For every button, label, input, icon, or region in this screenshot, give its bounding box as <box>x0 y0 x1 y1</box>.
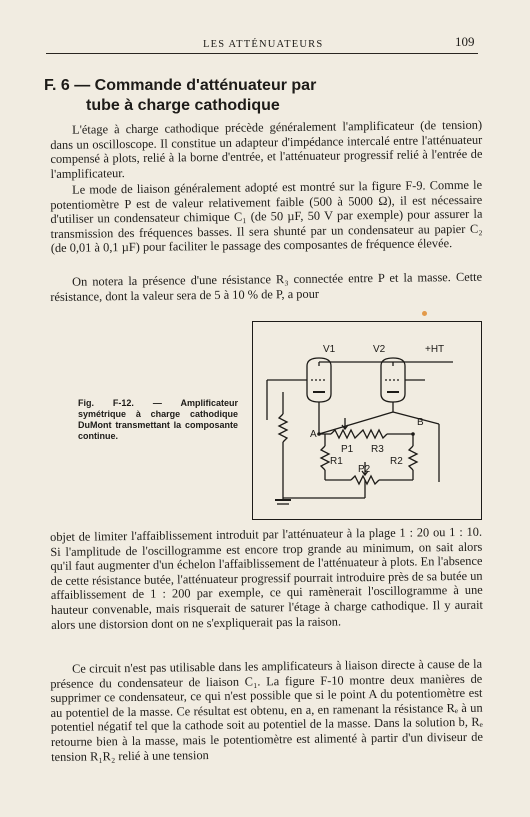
resistor-r2 <box>409 446 417 470</box>
label-b: B <box>417 417 424 428</box>
section-title <box>44 76 374 116</box>
paragraph-3 <box>50 270 482 304</box>
section-title-line2: tube à charge cathodique <box>86 97 280 114</box>
resistor-r3 <box>359 430 387 438</box>
label-v2: V2 <box>373 344 386 355</box>
circuit-diagram <box>253 322 481 519</box>
left-cathode-resistor <box>279 414 287 442</box>
label-r1: R1 <box>330 456 343 467</box>
header-rule <box>46 53 478 54</box>
label-p1: P1 <box>341 444 354 455</box>
paragraph-4-text: objet de limiter l'affaiblissement introduit par l'atténuateur à la plage 1 : 20 ou 1 : 10. Si l'amplitude de l'oscillogramme est encore trop grande au minimum, on sait alors qu'il faut augmenter d'un échelon l'affaiblissement de l'atténuateur à plots. En l'absence de cette résistance butée, l'atténuateur progressif pourrait introduire près de sa butée un affaiblissement de 1 : 200 par exemple, ce qui ramènerait l'oscillogramme à une hauteur convenable, mais risquerait de saturer l'étage à charge cathodique. Il y aurait alors une distorsion dont on ne s'expliquerait pas la raison. <box>50 524 484 632</box>
paragraph-2 <box>50 178 483 256</box>
paragraph-2-text: Le mode de liaison généralement adopté est montré sur la figure F-9. Comme le potentiomètre P est de valeur relativement faible (500 à 5000 Ω), il est nécessaire d'utiliser un condensateur chimique C₁ (de 50 µF, 50 V par exemple) pour assurer la transmission des fréquences basses. Il sera shunté par un condensateur au papier C₂ (de 0,01 à 0,1 µF) pour faciliter le passage des composantes de fréquence élevée. <box>50 177 483 256</box>
figure-caption-text: — Amplificateur symétrique à charge cathodique DuMont transmettant la composante continue. <box>78 398 238 441</box>
paragraph-1-text: L'étage à charge cathodique précède généralement l'amplificateur (de tension) dans un oscilloscope. Il constitue un adapteur d'impédance intercalé entre l'atténuateur compensé à plots, relié à la borne d'entrée, et l'atténuateur progressif relié à l'entrée de l'amplificateur. <box>50 117 483 181</box>
label-v1: V1 <box>323 344 336 355</box>
paragraph-5-text: Ce circuit n'est pas utilisable dans les amplificateurs à liaison directe à cause de la présence du condensateur de liaison C₁. La figure F-10 montre deux manières de supprimer ce condensateur, ce qui n'est possible que si le point A du potentiomètre est au potentiel de la masse. Ce résultat est obtenu, en a, en ramenant la résistance Rₑ à un potentiel négatif tel que la cathode soit au potentiel de la masse. Dans la solution b, Rₑ retourne bien à la masse, mais le potentiomètre est alimenté à partir d'un diviseur de tension R₁R₂ relié à une tension <box>50 656 484 764</box>
paragraph-5 <box>50 657 483 764</box>
figure-frame <box>252 321 482 520</box>
resistor-r1 <box>321 446 329 470</box>
figure-caption <box>78 398 238 442</box>
section-title-line1: F. 6 — Commande d'atténuateur par <box>44 77 317 94</box>
potentiometer-p1 <box>331 430 359 438</box>
label-ht: +HT <box>425 344 445 355</box>
figure-caption-label: Fig. F-12. <box>78 398 134 408</box>
running-header-title: LES ATTÉNUATEURS <box>203 39 324 50</box>
page-number: 109 <box>455 34 475 49</box>
label-r2: R2 <box>390 456 403 467</box>
paragraph-1 <box>50 118 483 182</box>
label-p2: P2 <box>358 464 371 475</box>
paragraph-4 <box>50 525 483 632</box>
orange-dot <box>422 311 427 316</box>
label-r3: R3 <box>371 444 384 455</box>
label-a: A <box>310 429 317 440</box>
paragraph-3-text: On notera la présence d'une résistance R₃ connectée entre P et la masse. Cette résistance, dont la valeur sera de 5 à 10 % de P, a pour <box>50 269 483 304</box>
